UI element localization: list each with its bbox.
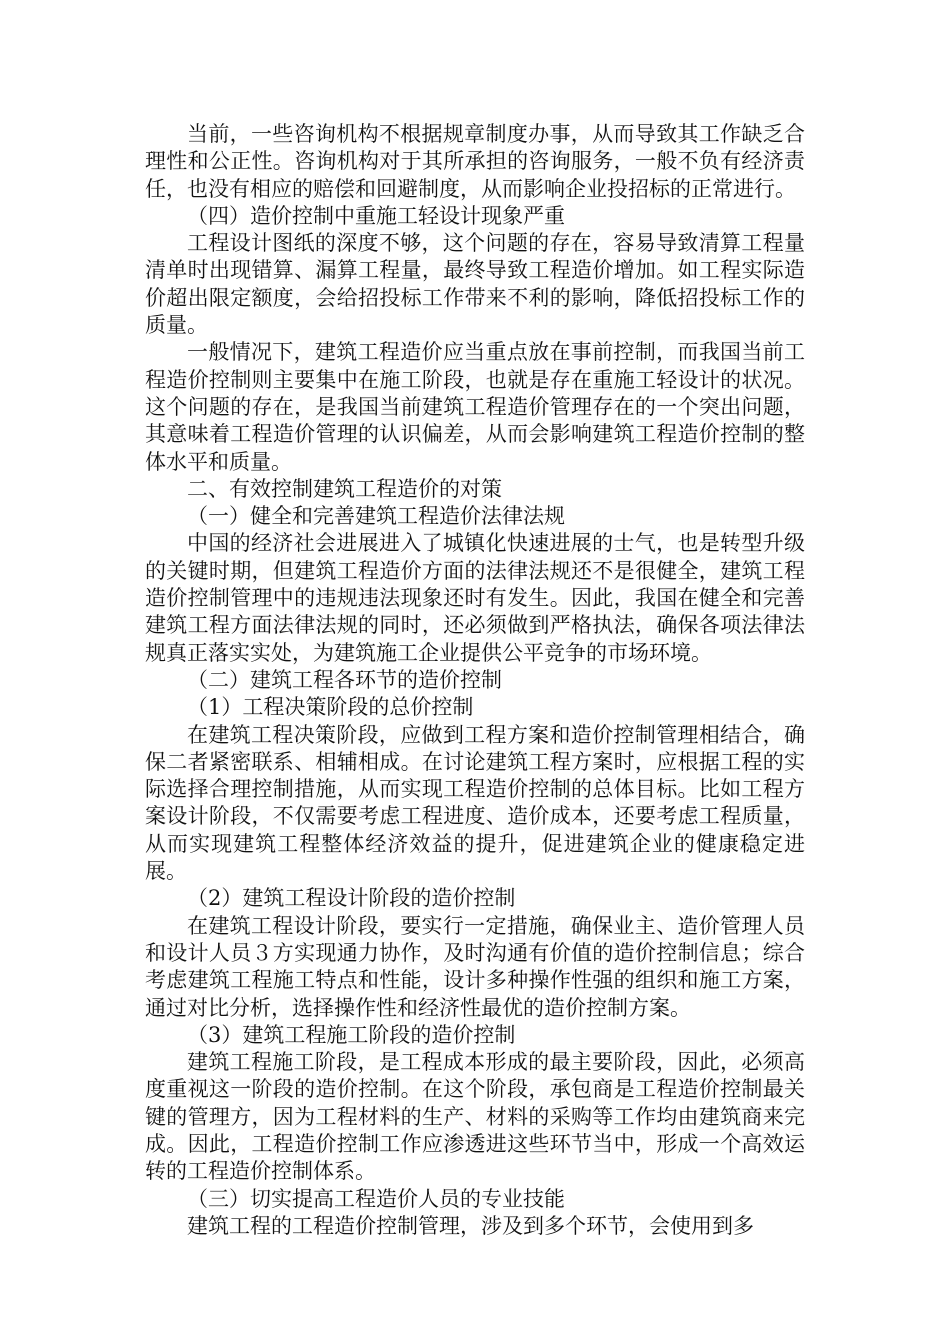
- document-body: [145, 121, 805, 1240]
- paragraph-consulting-agencies: 当前，一些咨询机构不根据规章制度办事，从而导致其工作缺乏合理性和公正性。咨询机构对于其所承担的咨询服务，一般不负有经济责任，也没有相应的赔偿和回避制度，从而影响企业投招标的正常进行。: [145, 122, 805, 201]
- heading-stage-control: （二）建筑工程各环节的造价控制: [187, 667, 502, 692]
- paragraph-decision-stage: 在建筑工程决策阶段，应做到工程方案和造价控制管理相结合，确保二者紧密联系、相辅相成。在讨论建筑工程方案时，应根据工程的实际选择合理控制措施，从而实现工程造价控制的总体目标。比如工程方案设计阶段，不仅需要考虑工程进度、造价成本，还要考虑工程质量，从而实现建筑工程整体经济效益的提升，促进建筑企业的健康稳定进展。: [145, 722, 805, 884]
- paragraph-design-drawings: 工程设计图纸的深度不够，这个问题的存在，容易导致清算工程量清单时出现错算、漏算工程量，最终导致工程造价增加。如工程实际造价超出限定额度，会给招投标工作带来不利的影响，降低招投标工作的质量。: [145, 231, 805, 338]
- heading-construction-stage: （3）建筑工程施工阶段的造价控制: [187, 1022, 516, 1047]
- paragraph-pre-control: 一般情况下，建筑工程造价应当重点放在事前控制，而我国当前工程造价控制则主要集中在施工阶段，也就是存在重施工轻设计的状况。这个问题的存在，是我国当前建筑工程造价管理存在的一个突出问题，其意味着工程造价管理的认识偏差，从而会影响建筑工程造价控制的整体水平和质量。: [145, 340, 805, 474]
- paragraph-construction-stage: 建筑工程施工阶段，是工程成本形成的最主要阶段，因此，必须高度重视这一阶段的造价控制。在这个阶段，承包商是工程造价控制最关键的管理方，因为工程材料的生产、材料的采购等工作均由建筑商来完成。因此，工程造价控制工作应渗透进这些环节当中，形成一个高效运转的工程造价控制体系。: [145, 1050, 805, 1184]
- heading-staff-skills: （三）切实提高工程造价人员的专业技能: [187, 1186, 565, 1211]
- heading-countermeasures: 二、有效控制建筑工程造价的对策: [187, 476, 502, 501]
- heading-design-stage: （2）建筑工程设计阶段的造价控制: [187, 886, 516, 911]
- heading-laws-regulations: （一）健全和完善建筑工程造价法律法规: [187, 504, 565, 529]
- paragraph-laws-regulations: 中国的经济社会进展进入了城镇化快速进展的士气，也是转型升级的关键时期，但建筑工程造价方面的法律法规还不是很健全，建筑工程造价控制管理中的违规违法现象还时有发生。因此，我国在健全和完善建筑工程方面法律法规的同时，还必须做到严格执法，确保各项法律法规真正落实实处，为建筑施工企业提供公平竞争的市场环境。: [145, 531, 805, 665]
- paragraph-staff-skills: 建筑工程的工程造价控制管理，涉及到多个环节，会使用到多: [187, 1213, 754, 1238]
- paragraph-design-stage: 在建筑工程设计阶段，要实行一定措施，确保业主、造价管理人员和设计人员３方实现通力协作，及时沟通有价值的造价控制信息；综合考虑建筑工程施工特点和性能，设计多种操作性强的组织和施工方案，通过对比分析，选择操作性和经济性最优的造价控制方案。: [145, 913, 805, 1020]
- heading-decision-stage: （1）工程决策阶段的总价控制: [187, 695, 474, 720]
- heading-construction-over-design: （四）造价控制中重施工轻设计现象严重: [187, 203, 565, 228]
